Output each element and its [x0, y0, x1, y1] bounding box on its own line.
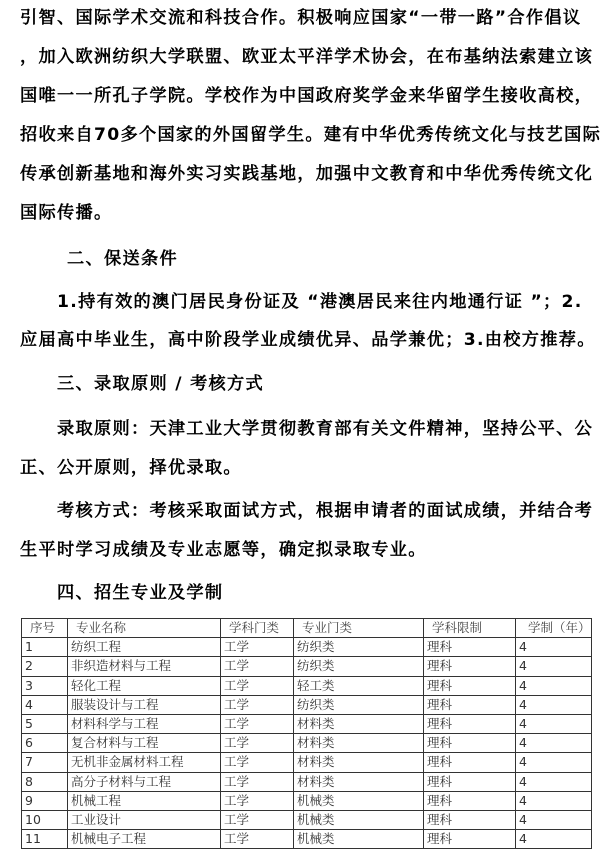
cell-discipline: 工学 — [221, 753, 294, 772]
table-row — [22, 830, 592, 849]
cell-duration: 4 — [516, 714, 592, 733]
principle-line: 录取原则：天津工业大学贯彻教育部有关文件精神，坚持公平、公 — [57, 419, 594, 439]
table-row — [22, 676, 592, 695]
conditions-line: 1.持有效的澳门居民身份证及 “港澳居民来往内地通行证 ”；2. — [57, 292, 583, 312]
cell-index: 10 — [22, 810, 68, 829]
cell-major-name: 非织造材料与工程 — [68, 657, 221, 676]
header-major-name: 专业名称 — [68, 619, 221, 638]
section-heading-4: 四、招生专业及学制 — [57, 583, 224, 603]
conditions-line: 应届高中毕业生，高中阶段学业成绩优异、品学兼优；3.由校方推荐。 — [20, 330, 596, 350]
cell-major-name: 机械电子工程 — [68, 830, 221, 849]
cell-major-name: 工业设计 — [68, 810, 221, 829]
cell-discipline: 工学 — [221, 791, 294, 810]
cell-major-name: 机械工程 — [68, 791, 221, 810]
cell-subject-restriction: 理科 — [424, 830, 516, 849]
cell-duration: 4 — [516, 638, 592, 657]
table-row — [22, 695, 592, 714]
cell-major-category: 机械类 — [294, 810, 424, 829]
cell-discipline: 工学 — [221, 830, 294, 849]
cell-index: 11 — [22, 830, 68, 849]
header-index: 序号 — [22, 619, 68, 638]
cell-index: 6 — [22, 734, 68, 753]
section-heading-2: 二、保送条件 — [67, 249, 178, 269]
cell-subject-restriction: 理科 — [424, 714, 516, 733]
table-row — [22, 734, 592, 753]
cell-duration: 4 — [516, 734, 592, 753]
cell-subject-restriction: 理科 — [424, 638, 516, 657]
paragraph-line: 招收来自70多个国家的外国留学生。建有中华优秀传统文化与技艺国际 — [20, 125, 602, 145]
principle-line: 正、公开原则，择优录取。 — [20, 458, 242, 478]
cell-major-name: 服装设计与工程 — [68, 695, 221, 714]
cell-subject-restriction: 理科 — [424, 791, 516, 810]
cell-major-name: 无机非金属材料工程 — [68, 753, 221, 772]
cell-major-category: 机械类 — [294, 791, 424, 810]
paragraph-line: ，加入欧洲纺织大学联盟、欧亚太平洋学术协会，在布基纳法索建立该 — [20, 47, 594, 67]
cell-discipline: 工学 — [221, 714, 294, 733]
cell-major-category: 纺织类 — [294, 657, 424, 676]
cell-major-category: 材料类 — [294, 734, 424, 753]
cell-major-category: 机械类 — [294, 830, 424, 849]
cell-index: 3 — [22, 676, 68, 695]
cell-discipline: 工学 — [221, 734, 294, 753]
paragraph-line: 国唯一一所孔子学院。学校作为中国政府奖学金来华留学生接收高校， — [20, 86, 594, 106]
cell-index: 4 — [22, 695, 68, 714]
cell-index: 9 — [22, 791, 68, 810]
cell-major-name: 纺织工程 — [68, 638, 221, 657]
table-header-row — [22, 619, 592, 638]
table-row — [22, 810, 592, 829]
cell-duration: 4 — [516, 753, 592, 772]
cell-duration: 4 — [516, 657, 592, 676]
cell-subject-restriction: 理科 — [424, 772, 516, 791]
header-major-category: 专业门类 — [294, 619, 424, 638]
table-row — [22, 772, 592, 791]
section-heading-3: 三、录取原则 / 考核方式 — [57, 374, 265, 394]
header-subject-restriction: 学科限制 — [424, 619, 516, 638]
cell-duration: 4 — [516, 810, 592, 829]
cell-duration: 4 — [516, 772, 592, 791]
cell-subject-restriction: 理科 — [424, 734, 516, 753]
cell-discipline: 工学 — [221, 638, 294, 657]
cell-subject-restriction: 理科 — [424, 695, 516, 714]
cell-discipline: 工学 — [221, 772, 294, 791]
cell-major-name: 高分子材料与工程 — [68, 772, 221, 791]
table-row — [22, 657, 592, 676]
cell-subject-restriction: 理科 — [424, 657, 516, 676]
cell-major-category: 轻工类 — [294, 676, 424, 695]
paragraph-line: 国际传播。 — [20, 203, 113, 223]
cell-index: 5 — [22, 714, 68, 733]
cell-subject-restriction: 理科 — [424, 676, 516, 695]
assessment-line: 生平时学习成绩及专业志愿等，确定拟录取专业。 — [20, 540, 427, 560]
cell-major-category: 材料类 — [294, 753, 424, 772]
table-row — [22, 638, 592, 657]
table-row — [22, 791, 592, 810]
cell-index: 2 — [22, 657, 68, 676]
cell-index: 8 — [22, 772, 68, 791]
cell-subject-restriction: 理科 — [424, 753, 516, 772]
cell-duration: 4 — [516, 830, 592, 849]
paragraph-line: 引智、国际学术交流和科技合作。积极响应国家“一带一路”合作倡议 — [20, 8, 582, 28]
cell-major-category: 纺织类 — [294, 638, 424, 657]
cell-duration: 4 — [516, 695, 592, 714]
cell-major-name: 复合材料与工程 — [68, 734, 221, 753]
cell-major-name: 轻化工程 — [68, 676, 221, 695]
cell-discipline: 工学 — [221, 810, 294, 829]
cell-major-name: 材料科学与工程 — [68, 714, 221, 733]
cell-discipline: 工学 — [221, 657, 294, 676]
majors-table — [21, 618, 592, 849]
table-row — [22, 753, 592, 772]
cell-major-category: 材料类 — [294, 714, 424, 733]
cell-subject-restriction: 理科 — [424, 810, 516, 829]
assessment-line: 考核方式：考核采取面试方式，根据申请者的面试成绩，并结合考 — [57, 501, 594, 521]
cell-index: 7 — [22, 753, 68, 772]
header-duration: 学制（年） — [516, 619, 592, 638]
header-discipline: 学科门类 — [221, 619, 294, 638]
cell-duration: 4 — [516, 676, 592, 695]
cell-discipline: 工学 — [221, 695, 294, 714]
table-row — [22, 714, 592, 733]
cell-major-category: 纺织类 — [294, 695, 424, 714]
cell-duration: 4 — [516, 791, 592, 810]
cell-major-category: 材料类 — [294, 772, 424, 791]
paragraph-line: 传承创新基地和海外实习实践基地，加强中文教育和中华优秀传统文化 — [20, 164, 594, 184]
cell-discipline: 工学 — [221, 676, 294, 695]
cell-index: 1 — [22, 638, 68, 657]
